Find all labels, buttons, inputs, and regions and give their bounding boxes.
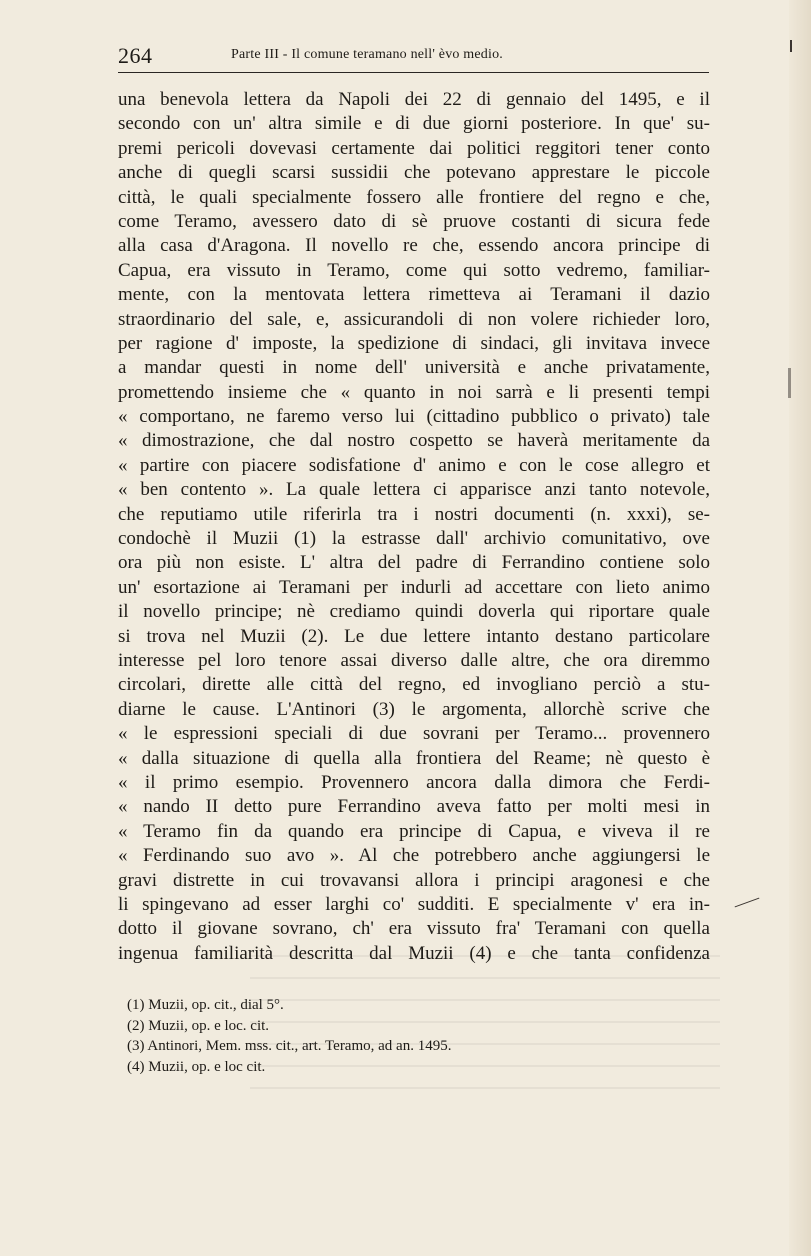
text-line: « ben contento ». La quale lettera ci apparisce anzi tanto notevole, (118, 479, 710, 501)
footnote: (4) Muzii, op. e loc cit. (127, 1058, 266, 1075)
text-line: città, le quali specialmente fossero alle frontiere del regno e che, (118, 186, 710, 208)
text-line: anche di quegli scarsi sussidii che potevano apprestare le piccole (118, 162, 710, 184)
text-line: « Teramo fin da quando era principe di Capua, e viveva il re (118, 820, 710, 842)
text-line: straordinario del sale, e, assicurandoli di non volere richieder loro, (118, 308, 710, 330)
text-line: come Teramo, avessero dato di sè pruove costanti di sicura fede (118, 210, 710, 232)
text-line: diarne le cause. L'Antinori (3) le argomenta, allorchè scrive che (118, 698, 710, 720)
margin-mark (735, 898, 760, 908)
footnotes (127, 995, 627, 1077)
text-line: il novello principe; nè crediamo quindi doverla qui riportare quale (118, 601, 710, 623)
page-header (118, 43, 708, 73)
text-line: dotto il giovane sovrano, ch' era vissuto fra' Teramani con quella (118, 918, 710, 940)
text-line: interesse pel loro tenore assai diverso dalle altre, che ora diremmo (118, 649, 710, 671)
margin-mark (790, 40, 792, 52)
text-line: « dimostrazione, che dal nostro cospetto se haverà meritamente da (118, 430, 710, 452)
body-text (118, 88, 710, 966)
text-line: « nando II detto pure Ferrandino aveva fatto per molti mesi in (118, 796, 710, 818)
text-line: « Ferdinando suo avo ». Al che potrebbero anche aggiungersi le (118, 845, 710, 867)
text-line: un' esortazione ai Teramani per indurli ad accettare con lieto animo (118, 576, 710, 598)
text-line: promettendo insieme che « quanto in noi sarrà e li presenti tempi (118, 381, 710, 403)
text-line: Capua, era vissuto in Teramo, come qui sotto vedremo, familiar- (118, 259, 710, 281)
running-head: Parte III - Il comune teramano nell' èvo medio. (231, 47, 503, 62)
text-line: mente, con la mentovata lettera rimetteva ai Teramani il dazio (118, 284, 710, 306)
text-line: « partire con piacere sodisfatione d' animo e con le cose allegro et (118, 454, 710, 476)
page-number: 264 (118, 43, 153, 68)
text-line: a mandar questi in nome dell' università e anche privatamente, (118, 357, 710, 379)
text-line: « comportano, ne faremo verso lui (cittadino pubblico o privato) tale (118, 406, 710, 428)
text-line: una benevola lettera da Napoli dei 22 di gennaio del 1495, e il (118, 89, 710, 110)
text-line: « dalla situazione di quella alla frontiera del Reame; nè questo è (118, 747, 710, 769)
text-line: circolari, dirette alle città del regno, ed invogliano perciò a stu- (118, 674, 710, 696)
text-line: ingenua familiarità descritta dal Muzii (4) e che tanta confidenza (118, 942, 710, 964)
text-line: ora più non esiste. L' altra del padre di Ferrandino contiene solo (118, 552, 710, 574)
text-line: secondo con un' altra simile e di due giorni posteriore. In que' su- (118, 113, 710, 135)
footnote: (3) Antinori, Mem. mss. cit., art. Teramo, ad an. 1495. (127, 1038, 452, 1054)
text-line: « il primo esempio. Provennero ancora dalla dimora che Ferdi- (118, 771, 710, 793)
text-line: premi pericoli dovevasi certamente dai politici reggitori tener conto (118, 137, 710, 159)
text-line: si trova nel Muzii (2). Le due lettere intanto destano particolare (118, 625, 710, 647)
text-line: alla casa d'Aragona. Il novello re che, essendo ancora principe di (118, 235, 710, 257)
footnote: (1) Muzii, op. cit., dial 5°. (127, 997, 284, 1013)
text-line: per ragione d' imposte, la spedizione di sindaci, gli invitava invece (118, 332, 710, 354)
text-line: li spingevano ad esser larghi co' sudditi. E specialmente v' era in- (118, 893, 710, 915)
header-rule (118, 72, 709, 73)
footnote: (2) Muzii, op. e loc. cit. (127, 1017, 270, 1034)
text-line: condochè il Muzii (1) la estrasse dall' archivio comunitativo, ove (118, 528, 710, 550)
page-edge-shadow (789, 0, 811, 1256)
margin-mark (788, 368, 791, 398)
text-line: gravi distrette in cui trovavansi allora i principi aragonesi e che (118, 869, 710, 891)
text-line: che reputiamo utile riferirla tra i nostri documenti (n. xxxi), se- (118, 503, 710, 525)
text-line: « le espressioni speciali di due sovrani per Teramo... provennero (118, 723, 710, 745)
